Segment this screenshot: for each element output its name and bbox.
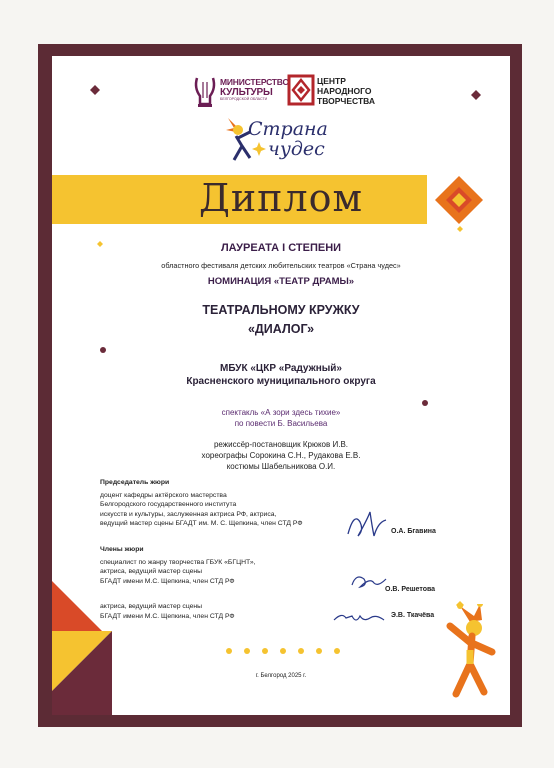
jury-member2-line: БГАДТ имени М.С. Щепкина, член СТД РФ [100, 612, 235, 620]
jury-member1-line: специалист по жанру творчества ГБУК «БГЦНТ», [100, 558, 256, 566]
divider-dot [226, 648, 232, 654]
recipient-line1: ТЕАТРАЛЬНОМУ КРУЖКУ [202, 303, 360, 317]
festival-name: областного фестиваля детских любительских театров «Страна чудес» [161, 261, 401, 270]
festival-logo [220, 116, 340, 166]
divider-dot [280, 648, 286, 654]
ministry-title: МИНИСТЕРСТВО КУЛЬТУРЫ [220, 77, 289, 98]
ministry-subtitle: БЕЛГОРОДСКОЙ ОБЛАСТИ [220, 97, 268, 101]
organization-line2: Красненского муниципального округа [186, 376, 376, 387]
member2-signature [330, 608, 388, 630]
jury-member1-name: О.В. Решетова [385, 586, 436, 593]
organization-line1: МБУК «ЦКР «Радужный» [220, 363, 342, 374]
festival-logo-line1: Страна [248, 118, 328, 140]
divider-dot [298, 648, 304, 654]
jury-chair-line: Белгородского государственного института [100, 501, 237, 508]
corner-triangle-red-icon [52, 581, 102, 631]
issue-date: г. Белгород 2025 г. [255, 673, 307, 679]
jury-chair-name: О.А. Бгавина [391, 528, 436, 535]
diploma-title: Диплом [198, 176, 364, 220]
jester-figure-icon [430, 604, 502, 710]
dot-left-icon [100, 347, 106, 353]
divider-dot [262, 648, 268, 654]
festival-logo-line2: чудес [268, 138, 325, 160]
jury-chair-block [100, 478, 303, 529]
divider-dot [334, 648, 340, 654]
jury-member1-line: БГАДТ имени М.С. Щепкина, член СТД РФ [100, 577, 235, 585]
jury-chair-line: искусств и культуры, заслуженная актриса РФ, актриса, [100, 510, 277, 518]
performance-title: спектакль «А зори здесь тихие» [221, 408, 341, 417]
folk-center-title: ЦЕНТР НАРОДНОГО ТВОРЧЕСТВА [317, 76, 376, 106]
star-right-icon [457, 226, 463, 232]
organizer-logos [192, 72, 392, 112]
diploma-sheet [52, 56, 510, 715]
chair-signature [344, 508, 390, 542]
credit-director: режиссёр-постановщик Крюков И.В. [213, 440, 349, 449]
jury-chair-line: ведущий мастер сцены БГАДТ им. М. С. Щепкина, член СТД РФ [100, 520, 303, 527]
star-top-left-icon [90, 85, 100, 95]
sparkle-icon [252, 142, 266, 156]
jury-chair-line: доцент кафедры актёрского мастерства [100, 491, 227, 499]
star-top-right-icon [471, 90, 481, 100]
jury-member2-block [100, 602, 235, 621]
nomination: НОМИНАЦИЯ «ТЕАТР ДРАМЫ» [207, 276, 355, 287]
credit-costumes: костюмы Шабельникова О.И. [226, 462, 336, 471]
jury-members-block [100, 545, 256, 586]
divider-dot [316, 648, 322, 654]
credit-choreographers: хореографы Сорокина С.Н., Рудакова Е.В. [201, 451, 361, 460]
divider-dot [244, 648, 250, 654]
laureate-degree: ЛАУРЕАТА I СТЕПЕНИ [220, 242, 342, 254]
jury-chair-heading: Председатель жюри [100, 479, 170, 486]
member1-signature [348, 571, 388, 593]
jury-member2-name: Э.В. Ткачёва [391, 612, 435, 619]
jury-member2-line: актриса, ведущий мастер сцены [100, 603, 203, 610]
dot-right-icon [422, 400, 428, 406]
jury-member1-line: актриса, ведущий мастер сцены [100, 568, 203, 575]
recipient-line2: «ДИАЛОГ» [247, 322, 315, 336]
folk-center-logo-icon [287, 74, 315, 106]
performance-source: по повести Б. Васильева [234, 419, 328, 428]
jury-members-heading: Члены жюри [100, 546, 144, 553]
lyre-icon [192, 74, 218, 108]
